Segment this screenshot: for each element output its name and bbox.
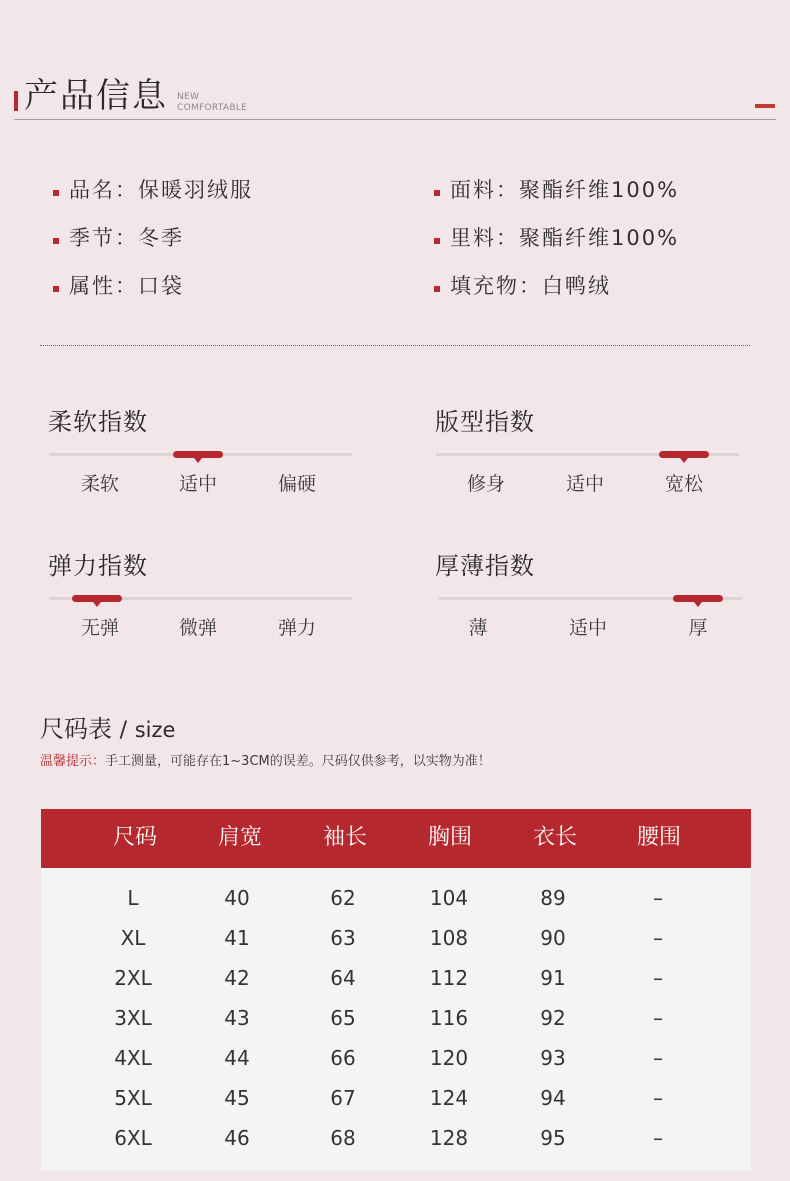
index-title-softness: 柔软指数	[48, 408, 148, 436]
info-item-lining: 里料：聚酯纤维100%	[434, 224, 679, 252]
subtitle-line-2: COMFORTABLE	[177, 103, 248, 113]
info-item-season: 季节：冬季	[53, 224, 184, 252]
section-divider	[40, 345, 750, 346]
index-level: 薄	[468, 617, 488, 639]
table-cell: 94	[540, 1086, 566, 1110]
table-cell: 90	[540, 926, 566, 950]
table-header-cell: 袖长	[322, 825, 367, 850]
table-cell: 112	[429, 966, 469, 990]
table-cell: 68	[330, 1126, 356, 1150]
info-item-attribute: 属性：口袋	[53, 272, 184, 300]
table-cell: 43	[224, 1006, 250, 1030]
index-title-thickness: 厚薄指数	[435, 552, 535, 580]
index-level: 适中	[568, 617, 607, 639]
table-cell: 95	[540, 1126, 566, 1150]
subtitle-line-1: NEW	[177, 92, 200, 102]
table-cell: –	[653, 1086, 663, 1110]
table-header	[41, 809, 751, 868]
table-cell: 128	[429, 1126, 469, 1150]
index-level: 修身	[466, 473, 505, 495]
table-cell: 120	[429, 1046, 469, 1070]
table-cell: 4XL	[114, 1046, 152, 1070]
table-cell: 62	[330, 886, 356, 910]
table-cell: 93	[540, 1046, 566, 1070]
table-cell: 67	[330, 1086, 356, 1110]
table-cell: 40	[224, 886, 250, 910]
index-marker-fit	[659, 451, 709, 458]
table-cell: 108	[429, 926, 469, 950]
bullet-icon	[53, 190, 59, 196]
table-header-cell: 尺码	[112, 825, 157, 850]
size-chart-title: 尺码表 / size	[40, 715, 176, 743]
table-cell: 66	[330, 1046, 356, 1070]
table-cell: 92	[540, 1006, 566, 1030]
table-header-cell: 肩宽	[217, 825, 262, 850]
page-subtitle	[177, 92, 247, 114]
table-cell: 44	[224, 1046, 250, 1070]
table-cell: 65	[330, 1006, 356, 1030]
table-cell: 91	[540, 966, 566, 990]
index-level: 宽松	[664, 473, 703, 495]
table-cell: 64	[330, 966, 356, 990]
title-accent-bar	[14, 91, 18, 111]
table-cell: 45	[224, 1086, 250, 1110]
table-cell: 89	[540, 886, 566, 910]
bullet-icon	[434, 238, 440, 244]
index-marker-thickness	[673, 595, 723, 602]
header-divider	[14, 119, 776, 120]
header-accent-mark	[755, 104, 775, 108]
table-cell: 104	[429, 886, 469, 910]
index-level: 弹力	[277, 617, 316, 639]
table-cell: 5XL	[114, 1086, 152, 1110]
info-item-filling: 填充物：白鸭绒	[434, 272, 611, 300]
index-level: 偏硬	[277, 473, 316, 495]
table-cell: 2XL	[114, 966, 152, 990]
bullet-icon	[434, 190, 440, 196]
index-title-elasticity: 弹力指数	[48, 552, 148, 580]
table-cell: 42	[224, 966, 250, 990]
table-cell: 116	[429, 1006, 469, 1030]
page-title: 产品信息	[24, 76, 168, 116]
index-level: 厚	[688, 617, 708, 639]
index-title-fit: 版型指数	[435, 408, 535, 436]
table-header-cell: 衣长	[532, 825, 577, 850]
info-item-name: 品名：保暖羽绒服	[53, 176, 253, 204]
table-cell: –	[653, 966, 663, 990]
table-cell: –	[653, 1006, 663, 1030]
table-cell: –	[653, 1046, 663, 1070]
table-cell: 41	[224, 926, 250, 950]
table-cell: 124	[429, 1086, 469, 1110]
bullet-icon	[434, 286, 440, 292]
table-cell: 3XL	[114, 1006, 152, 1030]
index-level: 无弹	[80, 617, 119, 639]
index-level: 适中	[565, 473, 604, 495]
table-cell: 46	[224, 1126, 250, 1150]
table-cell: –	[653, 926, 663, 950]
index-marker-elasticity	[72, 595, 122, 602]
table-cell: XL	[120, 926, 146, 950]
size-table	[41, 809, 751, 1171]
index-marker-softness	[173, 451, 223, 458]
info-item-fabric: 面料：聚酯纤维100%	[434, 176, 679, 204]
table-header-cell: 胸围	[427, 825, 472, 850]
bullet-icon	[53, 238, 59, 244]
bullet-icon	[53, 286, 59, 292]
table-cell: –	[653, 1126, 663, 1150]
table-cell: L	[127, 886, 139, 910]
table-header-cell: 腰围	[636, 825, 681, 850]
table-cell: –	[653, 886, 663, 910]
index-level: 柔软	[80, 473, 119, 495]
table-cell: 6XL	[114, 1126, 152, 1150]
index-level: 微弹	[178, 617, 217, 639]
index-level: 适中	[178, 473, 217, 495]
table-cell: 63	[330, 926, 356, 950]
size-chart-tip: 温馨提示：手工测量，可能存在1~3CM的误差。尺码仅供参考，以实物为准！	[40, 754, 491, 769]
